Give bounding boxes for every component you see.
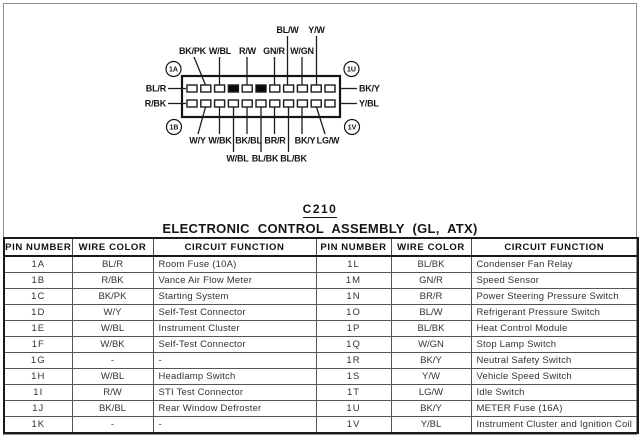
connector-diagram bbox=[0, 0, 640, 178]
wire-color-cell: BL/W bbox=[391, 305, 471, 321]
circuit-function-cell: Starting System bbox=[153, 289, 316, 305]
column-header-circuit-function-left: CIRCUIT FUNCTION bbox=[153, 238, 316, 256]
wire-color-cell: W/Y bbox=[72, 305, 153, 321]
circuit-function-cell: Neutral Safety Switch bbox=[471, 353, 638, 369]
pin-number-cell: 1L bbox=[316, 256, 391, 273]
connector-pin bbox=[284, 100, 294, 107]
connector-pin bbox=[284, 85, 294, 92]
circuit-function-cell: - bbox=[153, 417, 316, 434]
wire-label: BK/BL bbox=[235, 135, 262, 146]
pin-number-cell: 1K bbox=[4, 417, 72, 434]
pin-number-cell: 1I bbox=[4, 385, 72, 401]
pin-number-cell: 1M bbox=[316, 273, 391, 289]
wire-label: BK/Y bbox=[294, 135, 316, 146]
connector-pin bbox=[187, 85, 197, 92]
table-row bbox=[4, 305, 638, 321]
corner-marker-label: 1V bbox=[347, 124, 357, 132]
circuit-function-cell: Headlamp Switch bbox=[153, 369, 316, 385]
wire-label: R/W bbox=[239, 46, 256, 56]
pin-number-cell: 1E bbox=[4, 321, 72, 337]
table-row bbox=[4, 369, 638, 385]
circuit-function-cell: Room Fuse (10A) bbox=[153, 256, 316, 273]
assembly-title: ELECTRONIC CONTROL ASSEMBLY (GL, ATX) bbox=[162, 221, 478, 236]
wire-color-cell: R/W bbox=[72, 385, 153, 401]
connector-pin bbox=[256, 100, 266, 107]
table-row bbox=[4, 273, 638, 289]
wire-color-cell: BL/BK bbox=[391, 321, 471, 337]
pin-number-cell: 1P bbox=[316, 321, 391, 337]
connector-pin bbox=[270, 100, 280, 107]
connector-pin bbox=[242, 85, 252, 92]
connector-pin bbox=[215, 100, 225, 107]
wire-color-cell: W/BL bbox=[72, 369, 153, 385]
wire-color-cell: BK/BL bbox=[72, 401, 153, 417]
wire-color-cell: W/GN bbox=[391, 337, 471, 353]
column-header-pin-number-left: PIN NUMBER bbox=[4, 238, 72, 256]
table-row bbox=[4, 337, 638, 353]
pin-table-header-row bbox=[4, 238, 638, 256]
table-row bbox=[4, 385, 638, 401]
connector-pin bbox=[242, 100, 252, 107]
wire-label: Y/BL bbox=[359, 98, 379, 109]
wire-label: BL/BK bbox=[251, 153, 279, 164]
circuit-function-cell: STI Test Connector bbox=[153, 385, 316, 401]
wire-color-cell: BL/R bbox=[72, 256, 153, 273]
connector-pin bbox=[201, 85, 211, 92]
connector-pin bbox=[215, 85, 225, 92]
circuit-function-cell: Instrument Cluster bbox=[153, 321, 316, 337]
wire-color-cell: R/BK bbox=[72, 273, 153, 289]
circuit-function-cell: Stop Lamp Switch bbox=[471, 337, 638, 353]
circuit-function-cell: Self-Test Connector bbox=[153, 305, 316, 321]
column-header-pin-number-right: PIN NUMBER bbox=[316, 238, 391, 256]
pin-number-cell: 1T bbox=[316, 385, 391, 401]
wire-label: BK/Y bbox=[359, 83, 380, 94]
wire-color-cell: W/BL bbox=[72, 321, 153, 337]
wire-color-cell: BK/PK bbox=[72, 289, 153, 305]
pin-number-cell: 1B bbox=[4, 273, 72, 289]
circuit-function-cell: Vance Air Flow Meter bbox=[153, 273, 316, 289]
wire-label: W/BL bbox=[208, 46, 232, 56]
wire-label: BL/BK bbox=[280, 153, 307, 164]
wire-label: W/BL bbox=[226, 153, 249, 164]
pin-number-cell: 1U bbox=[316, 401, 391, 417]
pin-number-cell: 1F bbox=[4, 337, 72, 353]
pin-number-cell: 1V bbox=[316, 417, 391, 434]
wire-label: W/GN bbox=[290, 46, 314, 56]
leader-line bbox=[198, 107, 206, 134]
pin-number-cell: 1O bbox=[316, 305, 391, 321]
connector-pin bbox=[228, 85, 238, 92]
pin-number-cell: 1A bbox=[4, 256, 72, 273]
circuit-function-cell: Heat Control Module bbox=[471, 321, 638, 337]
wire-color-cell: BK/Y bbox=[391, 401, 471, 417]
wire-color-cell: Y/W bbox=[391, 369, 471, 385]
connector-pin bbox=[270, 85, 280, 92]
wire-color-cell: BL/BK bbox=[391, 256, 471, 273]
wire-label: BL/R bbox=[145, 83, 166, 94]
circuit-function-cell: Refrigerant Pressure Switch bbox=[471, 305, 638, 321]
wire-label: W/BK bbox=[208, 135, 232, 146]
pin-number-cell: 1H bbox=[4, 369, 72, 385]
corner-marker-label: 1A bbox=[169, 66, 178, 74]
connector-pin bbox=[256, 85, 266, 92]
table-row bbox=[4, 256, 638, 273]
pin-number-cell: 1C bbox=[4, 289, 72, 305]
connector-pin bbox=[228, 100, 238, 107]
pin-number-cell: 1R bbox=[316, 353, 391, 369]
circuit-function-cell: Instrument Cluster and Ignition Coil bbox=[471, 417, 638, 434]
column-header-circuit-function-right: CIRCUIT FUNCTION bbox=[471, 238, 638, 256]
leader-line bbox=[194, 57, 206, 85]
wire-label: BK/PK bbox=[178, 46, 207, 56]
connector-id-title: C210 bbox=[302, 202, 338, 216]
wire-label: W/Y bbox=[189, 135, 206, 146]
connector-pin bbox=[201, 100, 211, 107]
circuit-function-cell: - bbox=[153, 353, 316, 369]
circuit-function-cell: Idle Switch bbox=[471, 385, 638, 401]
circuit-function-cell: Vehicle Speed Switch bbox=[471, 369, 638, 385]
column-header-wire-color-left: WIRE COLOR bbox=[72, 238, 153, 256]
connector-pin bbox=[187, 100, 197, 107]
corner-marker-label: 1U bbox=[347, 66, 356, 74]
connector-pin bbox=[311, 85, 321, 92]
circuit-function-cell: METER Fuse (16A) bbox=[471, 401, 638, 417]
wire-color-cell: - bbox=[72, 417, 153, 434]
wire-color-cell: LG/W bbox=[391, 385, 471, 401]
table-row bbox=[4, 321, 638, 337]
connector-pin bbox=[297, 100, 307, 107]
wire-color-cell: BR/R bbox=[391, 289, 471, 305]
circuit-function-cell: Speed Sensor bbox=[471, 273, 638, 289]
wire-label: Y/W bbox=[308, 25, 325, 35]
pin-number-cell: 1J bbox=[4, 401, 72, 417]
circuit-function-cell: Rear Window Defroster bbox=[153, 401, 316, 417]
title-block bbox=[0, 200, 640, 236]
connector-pin bbox=[325, 100, 335, 107]
table-row bbox=[4, 289, 638, 305]
pin-number-cell: 1N bbox=[316, 289, 391, 305]
pin-number-cell: 1S bbox=[316, 369, 391, 385]
connector-pin bbox=[297, 85, 307, 92]
connector-pins bbox=[187, 85, 335, 107]
wire-label: R/BK bbox=[144, 98, 166, 109]
corner-marker-label: 1B bbox=[169, 124, 179, 132]
wire-label: BR/R bbox=[264, 135, 286, 146]
pin-number-cell: 1G bbox=[4, 353, 72, 369]
wire-color-cell: W/BK bbox=[72, 337, 153, 353]
pin-number-cell: 1D bbox=[4, 305, 72, 321]
wire-color-cell: BK/Y bbox=[391, 353, 471, 369]
leader-line bbox=[317, 107, 326, 134]
circuit-function-cell: Condenser Fan Relay bbox=[471, 256, 638, 273]
circuit-function-cell: Power Steering Pressure Switch bbox=[471, 289, 638, 305]
wire-color-cell: Y/BL bbox=[391, 417, 471, 434]
wire-color-cell: GN/R bbox=[391, 273, 471, 289]
wire-label: LG/W bbox=[316, 135, 340, 146]
table-row bbox=[4, 401, 638, 417]
wire-label: GN/R bbox=[263, 46, 285, 56]
connector-pin bbox=[325, 85, 335, 92]
pin-table-body bbox=[4, 256, 638, 433]
circuit-function-cell: Self-Test Connector bbox=[153, 337, 316, 353]
pin-number-cell: 1Q bbox=[316, 337, 391, 353]
connector-pin bbox=[311, 100, 321, 107]
table-row bbox=[4, 353, 638, 369]
wire-label: BL/W bbox=[276, 25, 299, 35]
pin-table bbox=[3, 237, 639, 434]
table-row bbox=[4, 417, 638, 434]
column-header-wire-color-right: WIRE COLOR bbox=[391, 238, 471, 256]
wire-color-cell: - bbox=[72, 353, 153, 369]
